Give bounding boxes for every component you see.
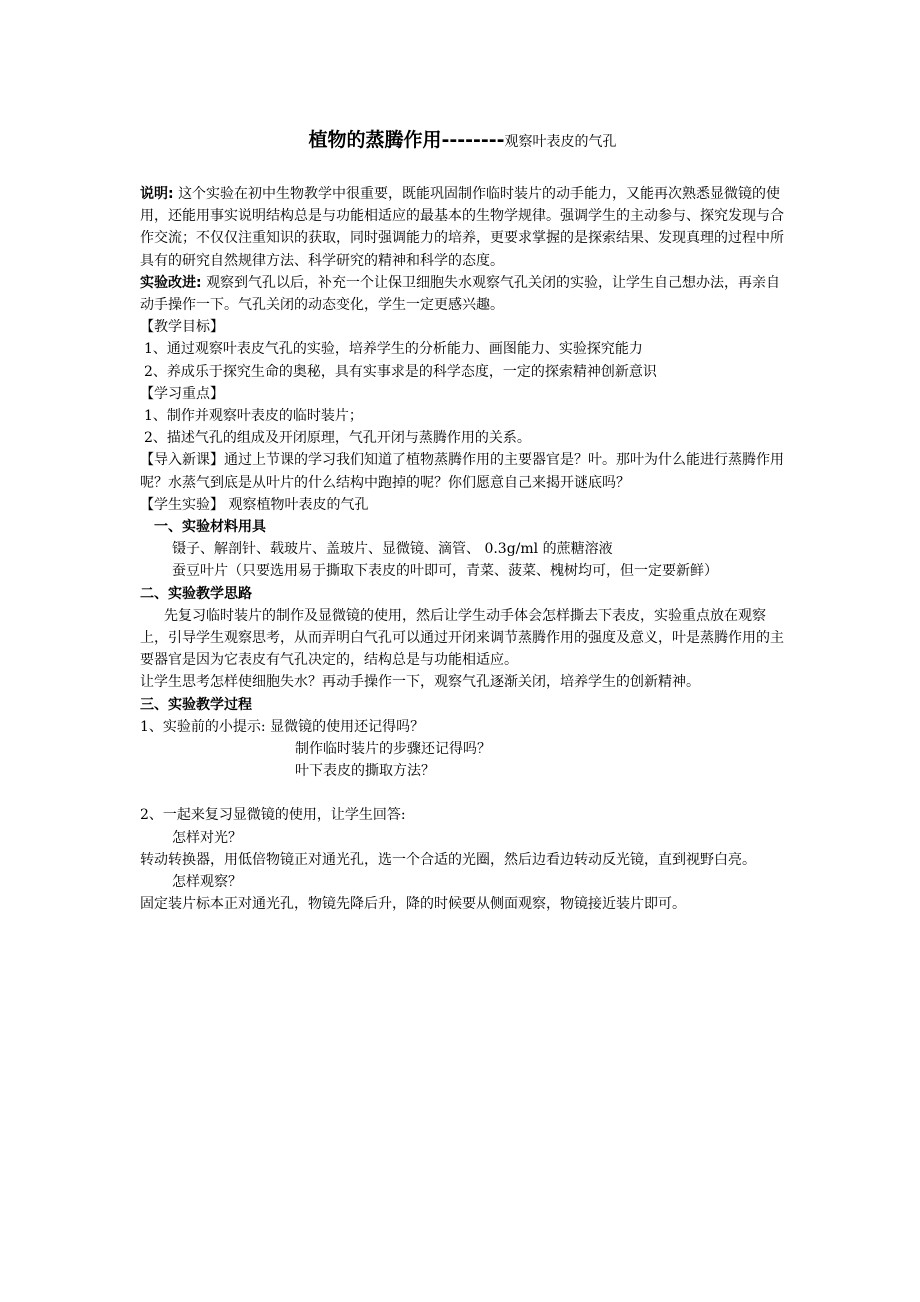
goal-item: 2、养成乐于探究生命的奥秘，具有实事求是的科学态度，一定的探索精神创新意识 <box>144 363 657 380</box>
materials-line: 镊子、解剖针、载玻片、盖玻片、显微镜、滴管、 0.3g/ml 的蔗糖溶液 <box>172 541 613 558</box>
step1-line <box>140 716 785 738</box>
title-sub: 观察叶表皮的气孔 <box>504 134 617 150</box>
student-exp-label: 【学生实验】 <box>140 496 224 513</box>
intro-lesson-paragraph <box>140 449 785 493</box>
improve-paragraph <box>140 272 785 316</box>
goal-item: 1、通过观察叶表皮气孔的实验，培养学生的分析能力、画图能力、实验探究能力 <box>144 341 643 358</box>
page-title <box>140 125 785 152</box>
improve-label: 实验改进: <box>140 274 202 291</box>
sec2-paragraph: 让学生思考怎样使细胞失水？再动手操作一下，观察气孔逐渐关闭，培养学生的创新精神。 <box>140 674 700 691</box>
focus-item: 1、制作并观察叶表皮的临时装片； <box>144 408 363 425</box>
intro-label: 说明: <box>140 186 174 202</box>
focus-heading: 【学习重点】 <box>140 385 224 402</box>
title-main: 植物的蒸腾作用-------- <box>308 129 505 151</box>
answer: 转动转换器，用低倍物镜正对通光孔，选一个合适的光圈，然后边看边转动反光镜，直到视野白亮。 <box>140 851 756 868</box>
document-body <box>140 183 785 916</box>
sec1-heading: 一、实验材料用具 <box>154 519 266 536</box>
student-exp-line <box>140 494 785 516</box>
step1-hint: 制作临时装片的步骤还记得吗？ <box>295 741 491 758</box>
sec2-heading: 二、实验教学思路 <box>140 585 252 602</box>
focus-item: 2、描述气孔的组成及开闭原理，气孔开闭与蒸腾作用的关系。 <box>144 430 531 447</box>
answer: 固定装片标本正对通光孔，物镜先降后升，降的时候要从侧面观察，物镜接近装片即可。 <box>140 896 686 913</box>
materials-line: 蚕豆叶片（只要选用易于撕取下表皮的叶即可，青菜、菠菜、槐树均可，但一定要新鲜） <box>172 563 718 580</box>
goals-heading: 【教学目标】 <box>140 319 224 336</box>
step2-line: 2、一起来复习显微镜的使用，让学生回答: <box>140 807 406 824</box>
step1-label: 1、实验前的小提示: <box>140 718 266 735</box>
student-exp-text: 观察植物叶表皮的气孔 <box>228 496 369 513</box>
intro-lesson-text: 通过上节课的学习我们知道了植物蒸腾作用的主要器官是？叶。那叶为什么能进行蒸腾作用呢？水蒸气到底是从叶片的什么结构中跑掉的呢？你们愿意自己来揭开谜底吗？ <box>140 452 784 491</box>
sec3-heading: 三、实验教学过程 <box>140 696 252 713</box>
intro-paragraph <box>140 183 785 272</box>
intro-lesson-label: 【导入新课】 <box>140 452 224 469</box>
step1-hint: 显微镜的使用还记得吗？ <box>270 718 425 735</box>
step1-hint: 叶下表皮的撕取方法？ <box>295 763 435 780</box>
intro-text: 这个实验在初中生物教学中很重要，既能巩固制作临时装片的动手能力，又能再次熟悉显微镜的使用，还能用事实说明结构总是与功能相适应的最基本的生物学规律。强调学生的主动参与、探究发现与合作交流；不仅仅注重知识的获取，同时强调能力的培养，更要求掌握的是探索结果、发现真理的过程中所具有的研究自然规律方法、科学研究的精神和科学的态度。 <box>140 186 784 269</box>
sec2-paragraph: 先复习临时装片的制作及显微镜的使用，然后让学生动手体会怎样撕去下表皮，实验重点放在观察上，引导学生观察思考，从而弄明白气孔可以通过开闭来调节蒸腾作用的强度及意义，叶是蒸腾作用的主要器官是因为它表皮有气孔决定的，结构总是与功能相适应。 <box>140 607 784 669</box>
blank-line <box>140 782 785 804</box>
question: 怎样对光？ <box>172 829 242 846</box>
question: 怎样观察？ <box>172 874 242 891</box>
improve-text: 观察到气孔以后，补充一个让保卫细胞失水观察气孔关闭的实验，让学生自己想办法，再亲自动手操作一下。气孔关闭的动态变化，学生一定更感兴趣。 <box>140 274 781 314</box>
